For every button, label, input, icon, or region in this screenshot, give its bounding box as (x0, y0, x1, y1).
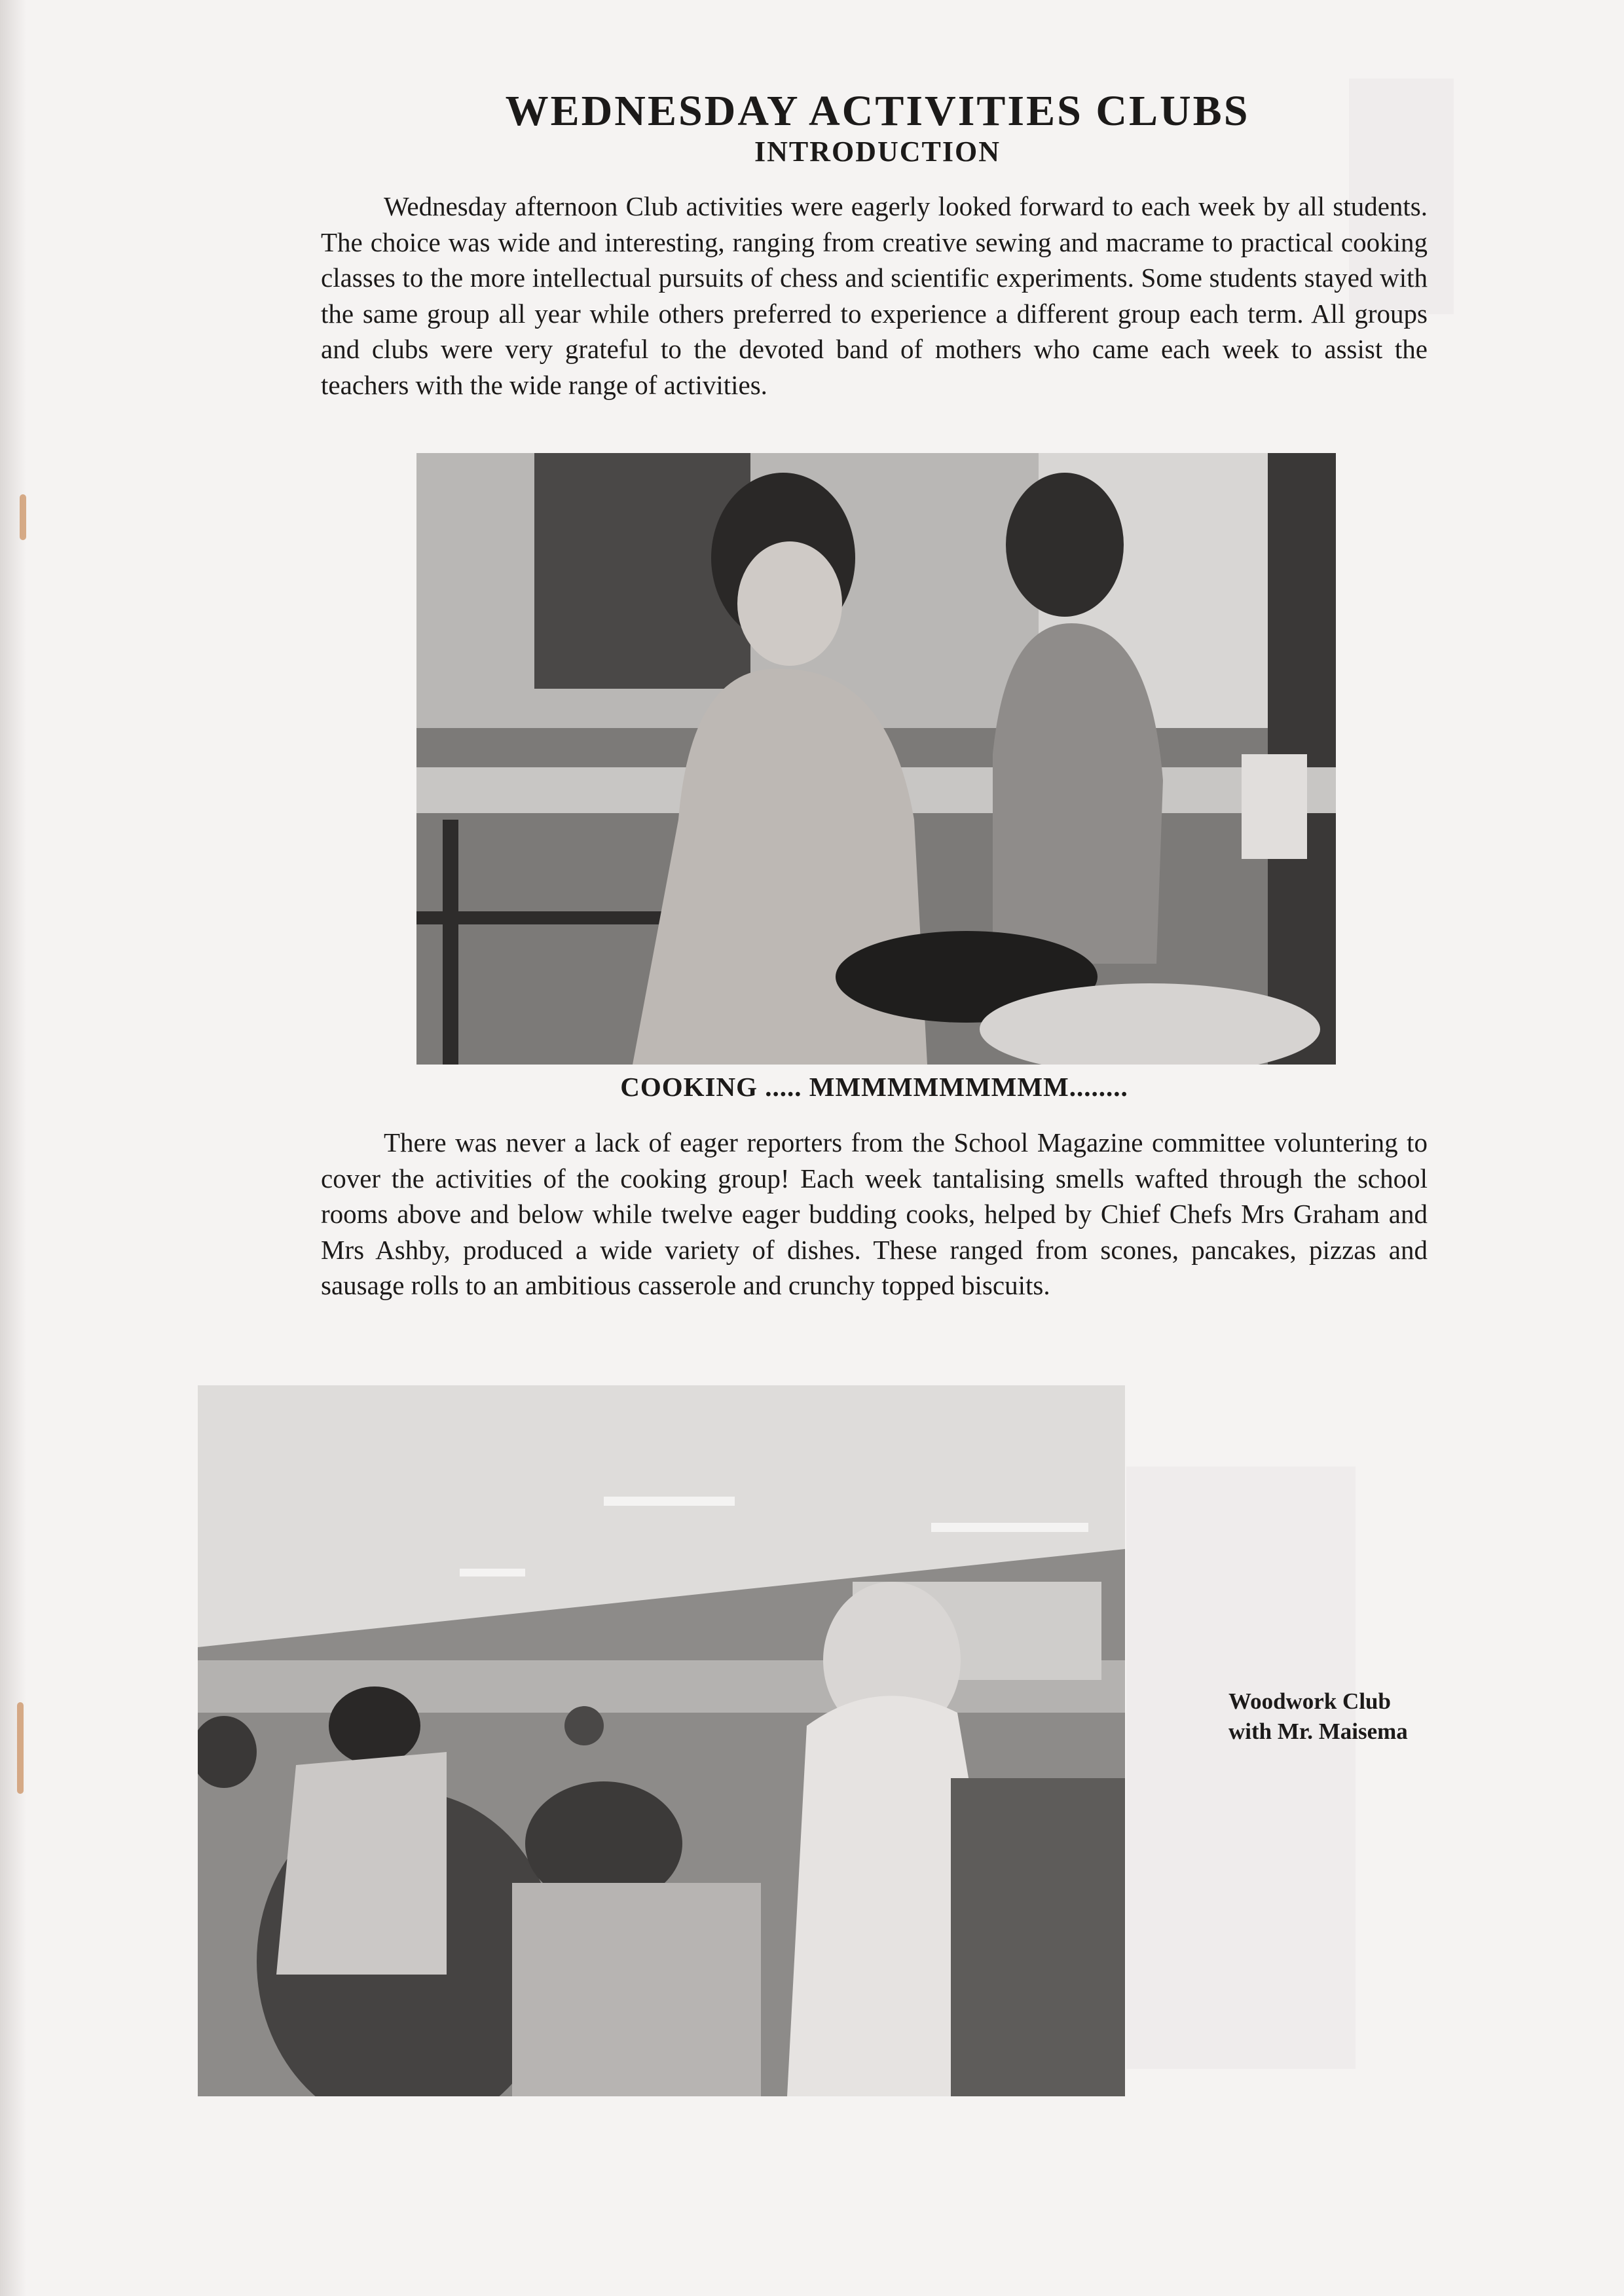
woodwork-caption-line2: with Mr. Maisema (1228, 1719, 1408, 1744)
section-subtitle: INTRODUCTION (754, 136, 1001, 168)
woodwork-photo-illustration (198, 1385, 1125, 2096)
cooking-photo-illustration (416, 453, 1336, 1065)
show-through-print (1126, 1467, 1356, 2069)
paper-stain (20, 494, 26, 540)
cooking-paragraph: There was never a lack of eager reporters from the School Magazine committee voluntering to cover the activities of the cooking group! Each week tantalising smells wafted through the school rooms above and below while twelve eager budding cooks, helped by Chief Chefs Mrs Graham and Mrs Ashby, produced a wide variety of dishes. These ranged from scones, pancakes, pizzas and sausage rolls to an ambitious casserole and crunchy topped biscuits. (321, 1127, 1428, 1300)
paper-stain (17, 1702, 24, 1794)
cooking-caption: COOKING ..... MMMMMMMMMM........ (620, 1072, 1128, 1102)
cooking-photo (416, 453, 1336, 1065)
page-binding-edge (0, 0, 26, 2296)
woodwork-caption-line1: Woodwork Club (1228, 1688, 1391, 1714)
page-title: WEDNESDAY ACTIVITIES CLUBS (505, 87, 1250, 135)
intro-paragraph: Wednesday afternoon Club activities were eagerly looked forward to each week by all students. The choice was wide and interesting, ranging from creative sewing and macrame to practical cooking classes to the more intellectual pursuits of chess and scientific experiments. Some students stayed with the same group all year while others preferred to experience a different group each term. All groups and clubs were very grateful to the devoted band of mothers who came each week to assist the teachers with the wide range of activities. (321, 191, 1428, 400)
woodwork-caption (1228, 1686, 1504, 1747)
woodwork-photo (198, 1385, 1125, 2096)
